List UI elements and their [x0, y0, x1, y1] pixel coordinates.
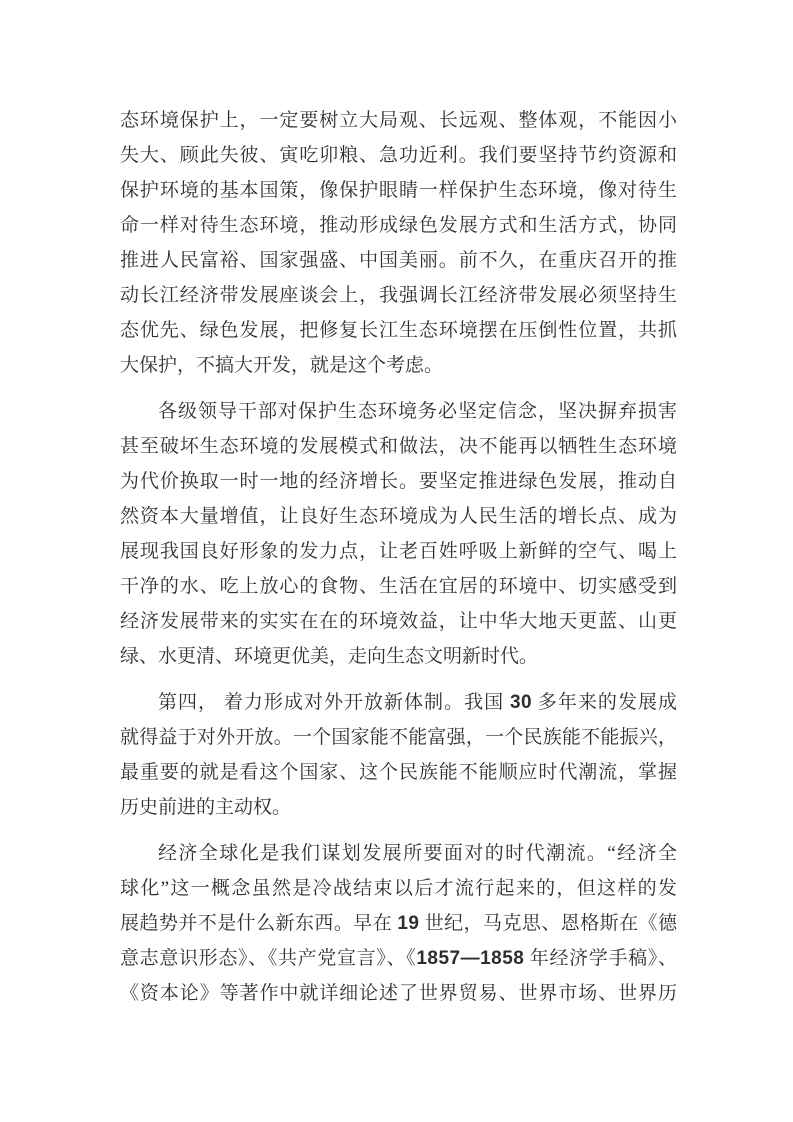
text-line: 就得益于对外开放。一个国家能不能富强，一个民族能不能振兴，: [120, 727, 677, 748]
text-line: 命一样对待生态环境，推动形成绿色发展方式和生活方式，协同: [120, 215, 677, 236]
text-line: 大保护，不搞大开发，就是这个考虑。: [120, 355, 444, 376]
text-line: 干净的水、吃上放心的食物、生活在宜居的环境中、切实感受到: [120, 576, 677, 597]
text-line: 经济发展带来的实实在在的环境效益，让中华大地天更蓝、山更: [120, 611, 677, 632]
text-line: 经济全球化是我们谋划发展所要面对的时代潮流。“经济全: [158, 843, 677, 864]
text-line: 甚至破坏生态环境的发展模式和做法，决不能再以牺牲生态环境: [120, 436, 677, 457]
text-line: 第四， 着力形成对外开放新体制。我国 30 多年来的发展成: [158, 692, 677, 713]
text-line: 展趋势并不是什么新东西。早在 19 世纪，马克思、恩格斯在《德: [120, 913, 677, 934]
text-line: 《资本论》等著作中就详细论述了世界贸易、世界市场、世界历: [120, 983, 677, 1004]
text-line: 绿、水更清、环境更优美，走向生态文明新时代。: [120, 646, 539, 667]
text-line: 态优先、绿色发展，把修复长江生态环境摆在压倒性位置，共抓: [120, 320, 677, 341]
paragraph-2: [120, 394, 677, 674]
text-line: 展现我国良好形象的发力点，让老百姓呼吸上新鲜的空气、喝上: [120, 541, 677, 562]
text-line: 为代价换取一时一地的经济增长。要坚定推进绿色发展，推动自: [120, 471, 677, 492]
text-line: 意志意识形态》、《共产党宣言》、《1857—1858 年经济学手稿》、: [120, 948, 677, 969]
text-line: 动长江经济带发展座谈会上，我强调长江经济带发展必须坚持生: [120, 285, 677, 306]
text-line: 历史前进的主动权。: [120, 797, 292, 818]
text-line: 球化”这一概念虽然是冷战结束以后才流行起来的，但这样的发: [120, 878, 677, 899]
text-line: 最重要的就是看这个国家、这个民族能不能顺应时代潮流，掌握: [120, 762, 677, 783]
text-line: 各级领导干部对保护生态环境务必坚定信念，坚决摒弃损害: [158, 401, 677, 422]
text-line: 失大、顾此失彼、寅吃卯粮、急功近利。我们要坚持节约资源和: [120, 145, 677, 166]
paragraph-3: [120, 685, 677, 825]
paragraph-4: [120, 836, 677, 1011]
text-line: 推进人民富裕、国家强盛、中国美丽。前不久，在重庆召开的推: [120, 250, 677, 271]
text-line: 态环境保护上，一定要树立大局观、长远观、整体观，不能因小: [120, 110, 677, 131]
text-line: 然资本大量增值，让良好生态环境成为人民生活的增长点、成为: [120, 506, 677, 527]
document-text-block: [120, 103, 677, 1011]
text-line: 保护环境的基本国策，像保护眼睛一样保护生态环境，像对待生: [120, 180, 677, 201]
paragraph-1: [120, 103, 677, 383]
